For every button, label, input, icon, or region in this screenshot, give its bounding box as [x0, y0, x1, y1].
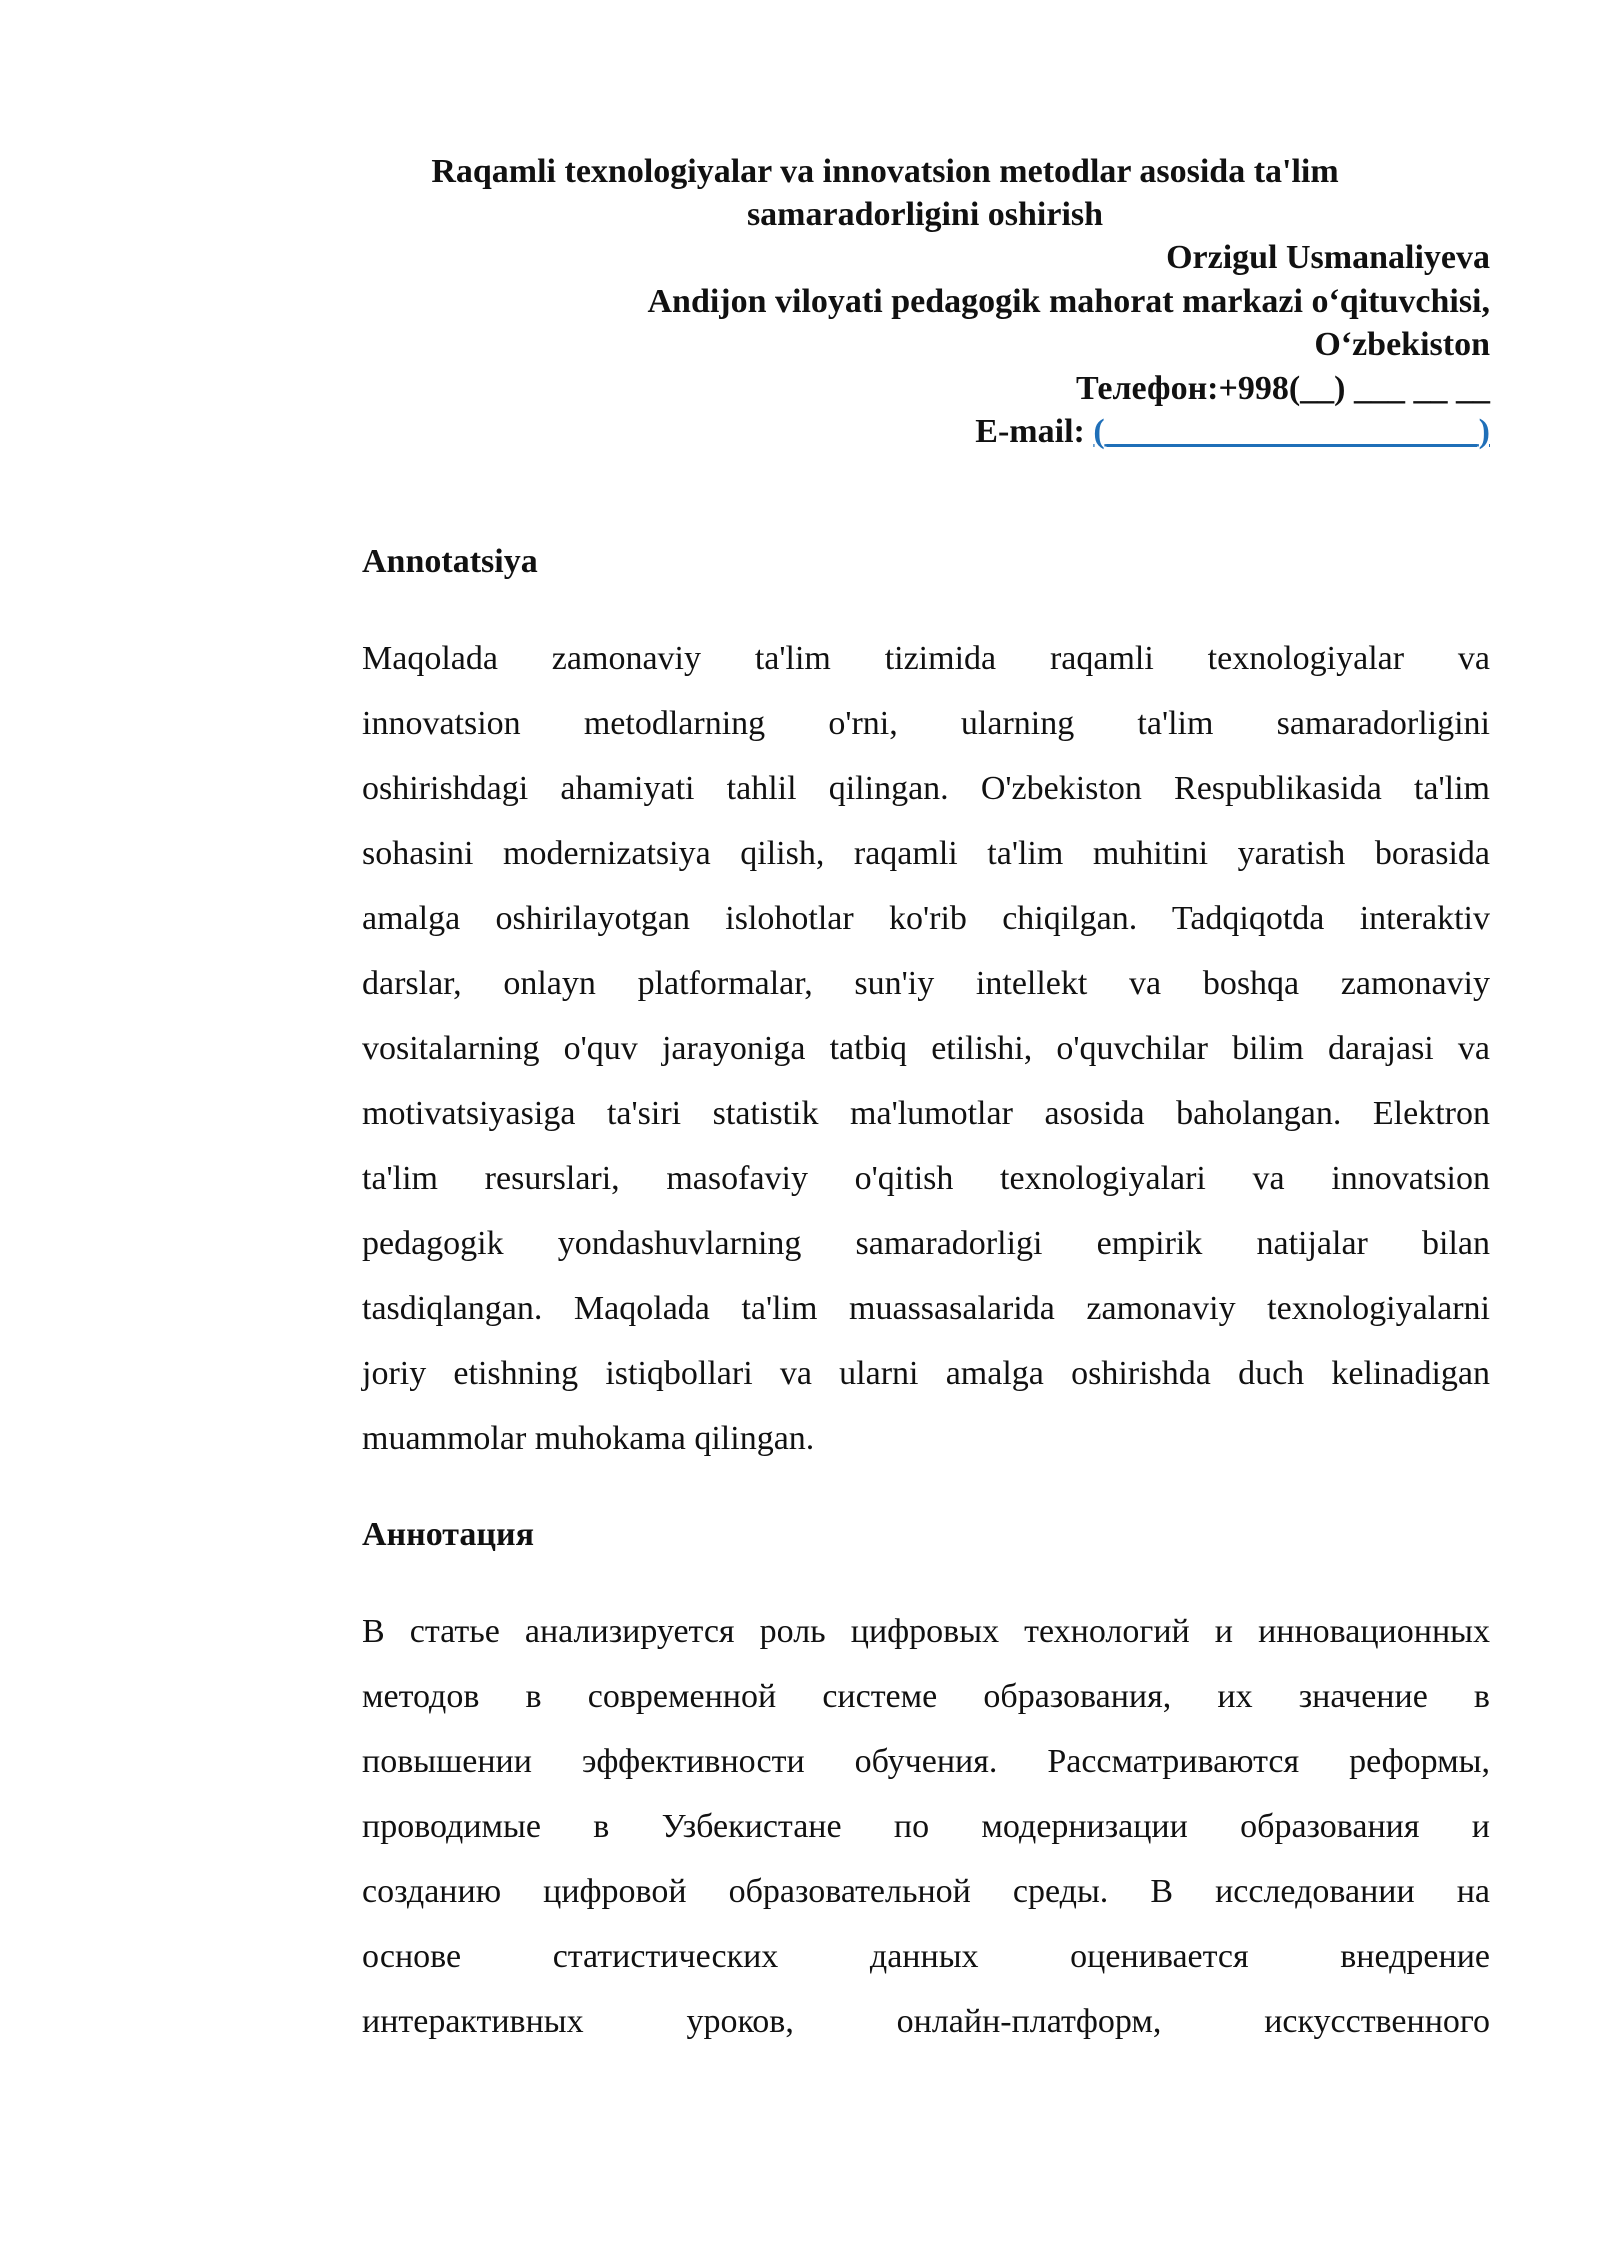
paragraph-line: sohasini modernizatsiya qilish, raqamli ta'lim muhitini yaratish borasida: [362, 834, 1490, 872]
paragraph-line: motivatsiyasiga ta'siri statistik ma'lumotlar asosida baholangan. Elektron: [362, 1094, 1490, 1132]
author-name: Orzigul Usmanaliyeva: [1166, 239, 1490, 276]
paragraph-line: joriy etishning istiqbollari va ularni amalga oshirishda duch kelinadigan: [362, 1354, 1490, 1392]
paragraph-line: В статье анализируется роль цифровых технологий и инновационных: [362, 1612, 1490, 1650]
title-line-2: samaradorligini oshirish: [746, 196, 1104, 233]
paragraph-line: oshirishdagi ahamiyati tahlil qilingan. O'zbekiston Respublikasida ta'lim: [362, 769, 1490, 807]
paragraph-line: созданию цифровой образовательной среды. В исследовании на: [362, 1872, 1490, 1910]
paragraph-line: повышении эффективности обучения. Рассматриваются реформы,: [362, 1742, 1490, 1780]
document-page: [362, 150, 1490, 2054]
article-title: [282, 150, 1488, 236]
paragraph-line: amalga oshirilayotgan islohotlar ko'rib chiqilgan. Tadqiqotda interaktiv: [362, 899, 1490, 937]
paragraph-line: основе статистических данных оценивается внедрение: [362, 1937, 1490, 1975]
paragraph-line: pedagogik yondashuvlarning samaradorligi empirik natijalar bilan: [362, 1224, 1490, 1262]
paragraph-line: методов в современной системе образования, их значение в: [362, 1677, 1490, 1715]
annotation-uz-text: [362, 626, 1490, 1471]
paragraph-line: innovatsion metodlarning o'rni, ularning ta'lim samaradorligini: [362, 704, 1490, 742]
annotation-uz-heading: Annotatsiya: [362, 542, 538, 580]
paragraph-line: muammolar muhokama qilingan.: [362, 1419, 815, 1457]
paragraph-line: darslar, onlayn platformalar, sun'iy intellekt va boshqa zamonaviy: [362, 964, 1490, 1002]
author-block: [362, 236, 1490, 454]
paragraph-line: проводимые в Узбекистане по модернизации образования и: [362, 1807, 1490, 1845]
email-link[interactable]: (______________________): [1093, 413, 1490, 450]
email-label: E-mail:: [975, 413, 1094, 450]
affiliation-line-2: O‘zbekiston: [1314, 326, 1490, 363]
annotation-ru-text: [362, 1599, 1490, 2054]
email-line: [362, 410, 1490, 454]
paragraph-line: интерактивных уроков, онлайн-платформ, искусственного: [362, 2002, 1490, 2040]
paragraph-line: Maqolada zamonaviy ta'lim tizimida raqamli texnologiyalar va: [362, 639, 1490, 677]
annotation-ru-heading: Аннотация: [362, 1515, 534, 1553]
title-line-1: Raqamli texnologiyalar va innovatsion metodlar asosida ta'lim: [431, 153, 1339, 190]
paragraph-line: vositalarning o'quv jarayoniga tatbiq etilishi, o'quvchilar bilim darajasi va: [362, 1029, 1490, 1067]
paragraph-line: ta'lim resurslari, masofaviy o'qitish texnologiyalari va innovatsion: [362, 1159, 1490, 1197]
paragraph-line: tasdiqlangan. Maqolada ta'lim muassasalarida zamonaviy texnologiyalarni: [362, 1289, 1490, 1327]
phone-line: Телефон:+998(__) ___ __ __: [1075, 369, 1490, 407]
affiliation-line-1: Andijon viloyati pedagogik mahorat markazi o‘qituvchisi,: [647, 282, 1490, 320]
